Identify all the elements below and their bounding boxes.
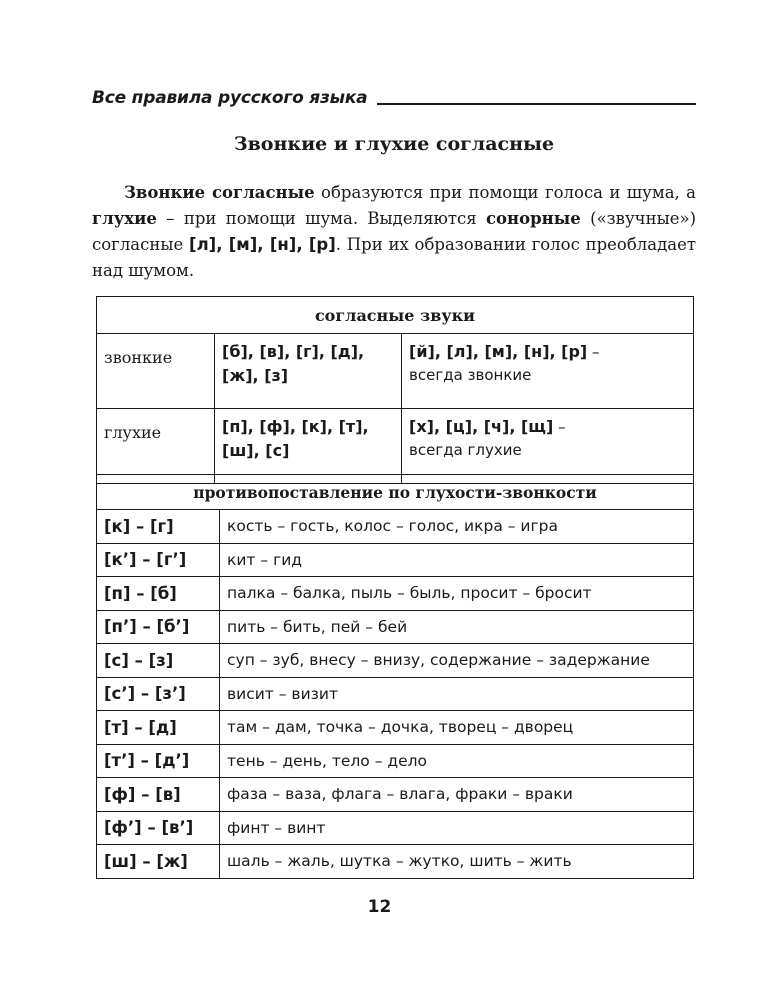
sonorant-sounds: [л], [м], [н], [р]	[189, 235, 336, 254]
consonants-table-header: согласные звуки	[97, 297, 694, 334]
word-examples: суп – зуб, внесу – внизу, содержание – задержание	[220, 644, 694, 678]
intro-text-3: («звучные») согласные	[92, 209, 697, 254]
unpaired-voiced-dash: –	[587, 343, 600, 361]
table-row	[97, 711, 694, 745]
consonants-table	[96, 296, 694, 484]
word-examples: висит – визит	[220, 677, 694, 711]
word-examples: фаза – ваза, флага – влага, фраки – враки	[220, 778, 694, 812]
consonants-row-voiceless	[97, 409, 694, 484]
unpaired-voiceless-sounds: [х], [ц], [ч], [щ]	[409, 417, 554, 436]
consonants-row-voiced	[97, 334, 694, 409]
term-sonorant: сонорные	[486, 209, 581, 228]
paired-voiced-sounds: [б], [в], [г], [д], [ж], [з]	[222, 342, 365, 385]
opposition-table	[96, 474, 694, 879]
sound-pair: [п’] – [б’]	[97, 610, 220, 644]
table-row	[97, 677, 694, 711]
table-row	[97, 543, 694, 577]
sound-pair: [т] – [д]	[97, 711, 220, 745]
table-row	[97, 510, 694, 544]
running-head	[92, 84, 696, 108]
paired-voiceless-sounds: [п], [ф], [к], [т], [ш], [с]	[222, 417, 369, 460]
intro-text-2: – при помощи шума. Выделяются	[156, 209, 486, 228]
word-examples: кость – гость, колос – голос, икра – игра	[220, 510, 694, 544]
word-examples: финт – винт	[220, 811, 694, 845]
opposition-table-header: противопоставление по глухости-звонкости	[97, 475, 694, 510]
sound-pair: [с’] – [з’]	[97, 677, 220, 711]
word-examples: кит – гид	[220, 543, 694, 577]
table-row	[97, 744, 694, 778]
intro-text-1: образуются при помощи голоса и шума, а	[314, 183, 697, 202]
sound-pair: [п] – [б]	[97, 577, 220, 611]
word-examples: пить – бить, пей – бей	[220, 610, 694, 644]
paired-voiceless-cell	[215, 409, 402, 484]
page-title: Звонкие и глухие согласные	[233, 133, 555, 155]
sound-pair: [ф’] – [в’]	[97, 811, 220, 845]
unpaired-voiceless-dash: –	[553, 418, 566, 436]
paired-voiced-cell	[215, 334, 402, 409]
word-examples: тень – день, тело – дело	[220, 744, 694, 778]
table-row	[97, 845, 694, 879]
term-voiceless: глухие	[92, 209, 157, 228]
table-row	[97, 644, 694, 678]
table-row	[97, 811, 694, 845]
row-label-voiceless: глухие	[97, 409, 215, 484]
intro-text-4: . При их образовании голос преобладает над шумом.	[92, 235, 696, 280]
table-row	[97, 610, 694, 644]
unpaired-voiced-note: всегда звонкие	[409, 366, 532, 384]
consonants-table-header-row	[97, 297, 694, 334]
sound-pair: [с] – [з]	[97, 644, 220, 678]
running-head-rule	[377, 103, 696, 105]
sound-pair: [к] – [г]	[97, 510, 220, 544]
sound-pair: [ф] – [в]	[97, 778, 220, 812]
intro-paragraph	[92, 180, 696, 284]
term-voiced: Звонкие согласные	[124, 183, 315, 202]
word-examples: там – дам, точка – дочка, творец – дворец	[220, 711, 694, 745]
unpaired-voiced-sounds: [й], [л], [м], [н], [р]	[409, 342, 588, 361]
word-examples: палка – балка, пыль – быль, просит – бросит	[220, 577, 694, 611]
page-number: 12	[367, 897, 392, 917]
opposition-table-header-row	[97, 475, 694, 510]
unpaired-voiceless-note: всегда глухие	[409, 441, 522, 459]
table-row	[97, 577, 694, 611]
sound-pair: [т’] – [д’]	[97, 744, 220, 778]
unpaired-voiced-cell	[402, 334, 694, 409]
sound-pair: [к’] – [г’]	[97, 543, 220, 577]
unpaired-voiceless-cell	[402, 409, 694, 484]
sound-pair: [ш] – [ж]	[97, 845, 220, 879]
word-examples: шаль – жаль, шутка – жутко, шить – жить	[220, 845, 694, 879]
row-label-voiced: звонкие	[97, 334, 215, 409]
running-head-text: Все правила русского языка	[92, 88, 368, 108]
table-row	[97, 778, 694, 812]
